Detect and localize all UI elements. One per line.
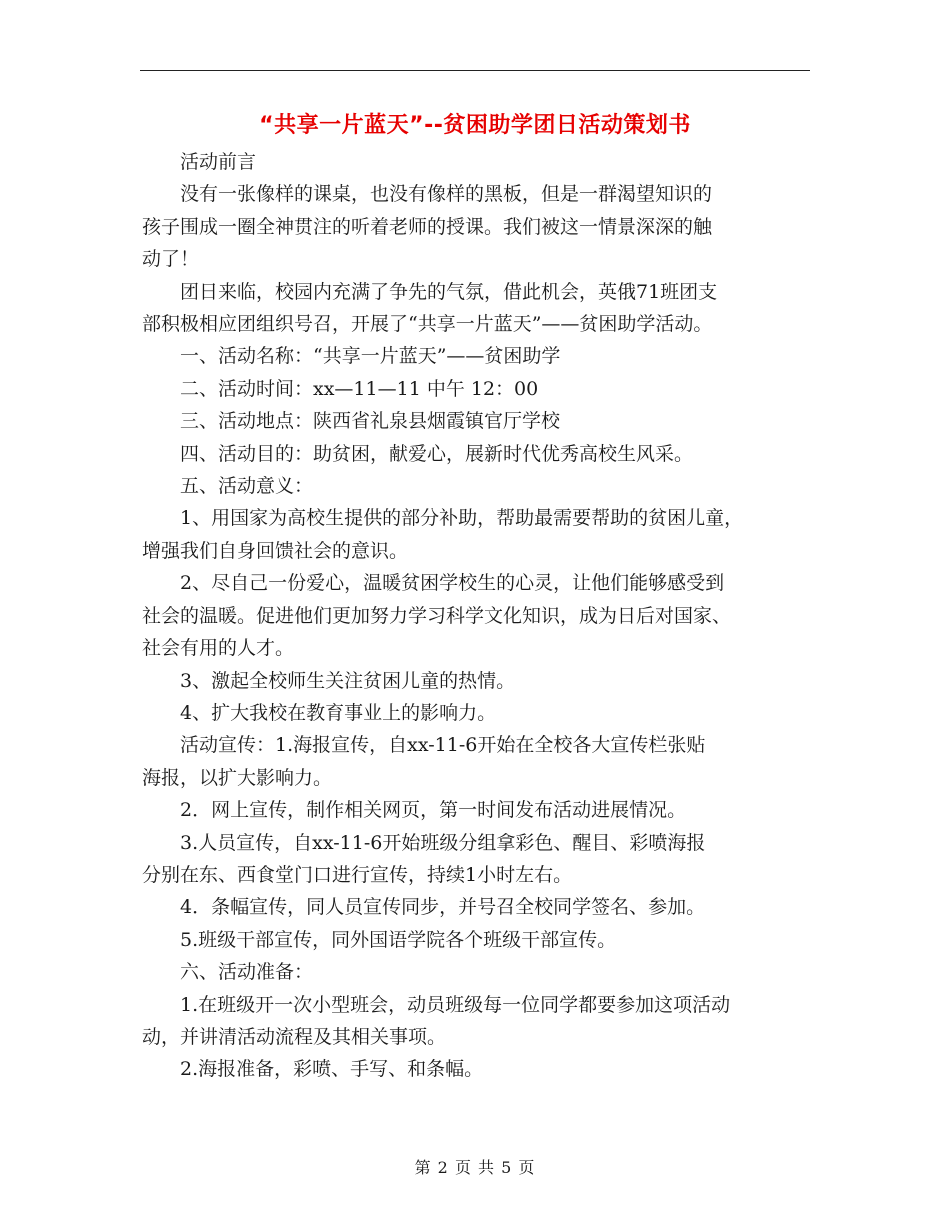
body-line: 孩子围成一圈全神贯注的听着老师的授课。我们被这一情景深深的触 <box>142 215 713 238</box>
body-line: 海报，以扩大影响力。 <box>142 766 333 789</box>
body-line: 5.班级干部宣传，同外国语学院各个班级干部宣传。 <box>180 928 617 951</box>
body-line: 1、用国家为高校生提供的部分补助，帮助最需要帮助的贫困儿童， <box>180 507 744 530</box>
body-line: 四、活动目的：助贫困，献爱心，展新时代优秀高校生风采。 <box>180 442 694 465</box>
page-footer: 第 2 页 共 5 页 <box>414 1158 536 1177</box>
document-title: “共享一片蓝天”--贫困助学团日活动策划书 <box>259 113 691 138</box>
body-line: 三、活动地点：陕西省礼泉县烟霞镇官厅学校 <box>180 410 561 433</box>
body-line: 3.人员宣传，自xx-11-6开始班级分组拿彩色、醒目、彩喷海报 <box>180 831 706 854</box>
body-line: 团日来临，校园内充满了争先的气氛，借此机会，英俄71班团支 <box>180 280 718 303</box>
body-line: 2．网上宣传，制作相关网页，第一时间发布活动进展情况。 <box>180 799 687 822</box>
body-line: 六、活动准备： <box>180 961 314 984</box>
header-rule <box>140 70 810 71</box>
body-line: 二、活动时间：xx—11—11 中午 12：00 <box>180 377 539 400</box>
body-line: 五、活动意义： <box>180 475 314 498</box>
body-line: 没有一张像样的课桌，也没有像样的黑板，但是一群渴望知识的 <box>180 183 713 206</box>
body-line: 3、激起全校师生关注贫困儿童的热情。 <box>180 669 516 692</box>
body-line: 分别在东、西食堂门口进行宣传，持续1小时左右。 <box>142 863 573 886</box>
body-line: 社会有用的人才。 <box>142 637 295 660</box>
body-line: 1.在班级开一次小型班会，动员班级每一位同学都要参加这项活动 <box>180 993 731 1016</box>
document-body <box>142 146 812 1086</box>
body-line: 社会的温暖。促进他们更加努力学习科学文化知识，成为日后对国家、 <box>142 604 732 627</box>
body-line: 增强我们自身回馈社会的意识。 <box>142 539 409 562</box>
body-line: 2.海报准备，彩喷、手写、和条幅。 <box>180 1058 484 1081</box>
body-line: 活动前言 <box>180 151 257 173</box>
body-line: 一、活动名称：“共享一片蓝天”——贫困助学 <box>180 345 561 368</box>
body-line: 4、扩大我校在教育事业上的影响力。 <box>180 701 497 724</box>
body-line: 动了！ <box>142 248 200 271</box>
body-line: 动，并讲清活动流程及其相关事项。 <box>142 1025 447 1048</box>
body-line: 4．条幅宣传，同人员宣传同步，并号召全校同学签名、参加。 <box>180 896 706 919</box>
body-line: 2、尽自己一份爱心，温暖贫困学校生的心灵，让他们能够感受到 <box>180 572 725 595</box>
body-line: 活动宣传：1.海报宣传，自xx-11-6开始在全校各大宣传栏张贴 <box>180 734 706 757</box>
body-line: 部积极相应团组织号召，开展了“共享一片蓝天”——贫困助学活动。 <box>142 313 713 336</box>
